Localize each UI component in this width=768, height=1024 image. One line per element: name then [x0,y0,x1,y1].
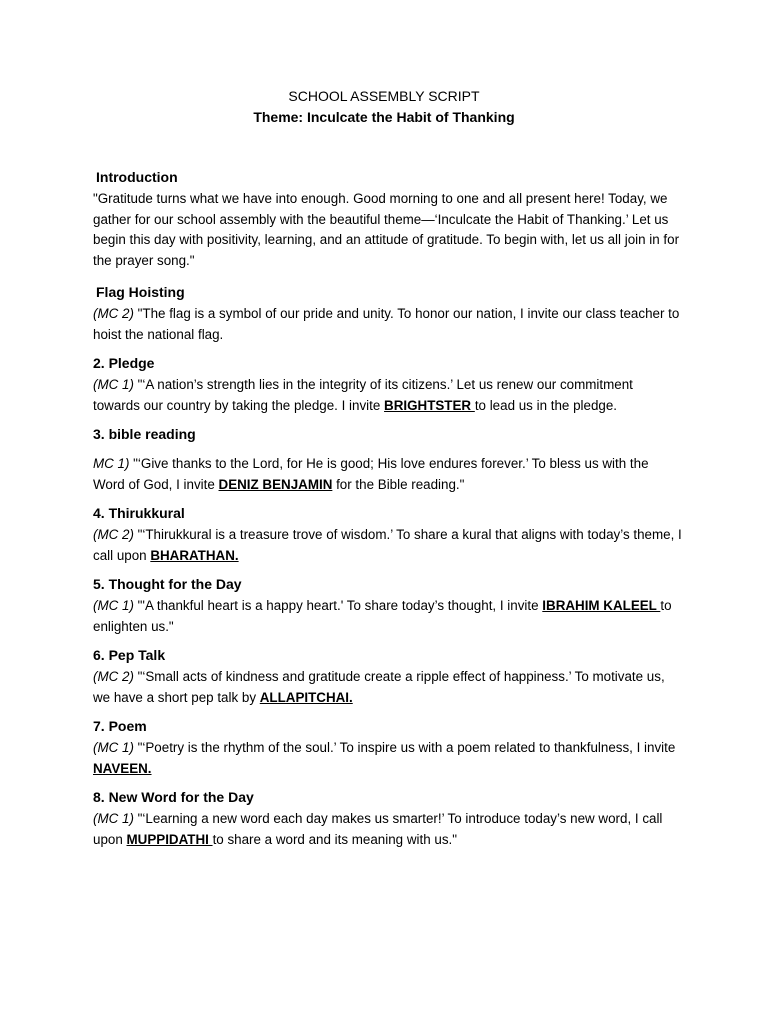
invitee-name: IBRAHIM KALEEL [542,598,661,613]
section-heading-flag-hoisting: Flag Hoisting [96,284,185,300]
mc-label: (MC 2) [93,527,134,542]
section-paragraph-pledge [93,375,683,416]
section-heading-bible-reading: 3. bible reading [93,426,196,442]
section-paragraph-thought [93,596,683,637]
mc-label: (MC 1) [93,740,134,755]
section-paragraph-pep-talk [93,667,683,708]
section-paragraph-new-word [93,809,683,850]
section-text: "‘Thirukkural is a treasure trove of wisdom.’ To share a kural that aligns with today’s theme, I call upon [93,527,682,563]
section-introduction [93,168,683,271]
section-pep-talk [93,646,683,708]
section-heading-introduction: Introduction [96,169,178,185]
section-heading-new-word: 8. New Word for the Day [93,789,254,805]
section-heading-thought: 5. Thought for the Day [93,576,242,592]
section-text: "‘Learning a new word each day makes us smarter!’ To introduce today’s new word, I call upon [93,811,663,847]
document-title: SCHOOL ASSEMBLY SCRIPT [288,88,480,104]
section-paragraph-poem [93,738,683,779]
invitee-name: NAVEEN. [93,760,152,776]
mc-label: MC 1) [93,456,130,471]
section-text-end: to share a word and its meaning with us." [212,831,457,847]
section-paragraph-thirukkural [93,525,683,566]
mc-label: (MC 1) [93,598,134,613]
section-thought-for-the-day [93,575,683,637]
section-paragraph-flag-hoisting [93,304,683,345]
mc-label: (MC 2) [93,669,134,684]
section-text: "‘A nation’s strength lies in the integrity of its citizens.’ Let us renew our commitment towards our country by taking the pledge. I invite [93,377,633,413]
mc-label: (MC 1) [93,377,134,392]
invitee-name: ALLAPITCHAI. [259,689,353,705]
section-text-end: to lead us in the pledge. [474,397,618,413]
section-thirukkural [93,504,683,566]
invitee-name: BRIGHTSTER [384,397,475,413]
section-heading-pep-talk: 6. Pep Talk [93,647,166,663]
section-bible-reading [93,425,683,495]
section-text: "‘Small acts of kindness and gratitude create a ripple effect of happiness.’ To motivate us, we have a short pep talk by [93,669,665,705]
section-heading-poem: 7. Poem [93,718,147,734]
section-poem [93,717,683,779]
section-new-word [93,788,683,850]
document-header [0,87,768,126]
section-text: "‘Give thanks to the Lord, for He is good; His love endures forever.’ To bless us with the Word of God, I invite [93,456,649,492]
mc-label: (MC 1) [93,811,134,826]
section-text: "'A thankful heart is a happy heart.' To share today’s thought, I invite [133,598,543,613]
section-text-end: for the Bible reading." [332,476,465,492]
section-text-introduction: "Gratitude turns what we have into enough. Good morning to one and all present here! Today, we gather for our school assembly with the beautiful theme—‘Inculcate the Habit of Thanking.’ Let us begin this day with positivity, learning, and an attitude of gratitude. To begin with, let us all join in for the prayer song." [93,191,680,268]
section-flag-hoisting [93,283,683,345]
document-body [93,168,683,850]
invitee-name: DENIZ BENJAMIN [218,476,333,492]
section-text: "‘Poetry is the rhythm of the soul.’ To inspire us with a poem related to thankfulness, I invite [133,740,676,755]
invitee-name: BHARATHAN. [150,547,239,563]
document-theme: Theme: Inculcate the Habit of Thanking [253,109,515,125]
section-pledge [93,354,683,416]
section-text-end: to enlighten us." [93,598,672,634]
section-heading-pledge: 2. Pledge [93,355,155,371]
section-paragraph-bible-reading [93,454,683,495]
invitee-name: MUPPIDATHI [126,831,213,847]
mc-label: (MC 2) [93,306,134,321]
section-heading-thirukkural: 4. Thirukkural [93,505,185,521]
section-text: "The flag is a symbol of our pride and unity. To honor our nation, I invite our class teacher to hoist the national flag. [93,306,680,342]
